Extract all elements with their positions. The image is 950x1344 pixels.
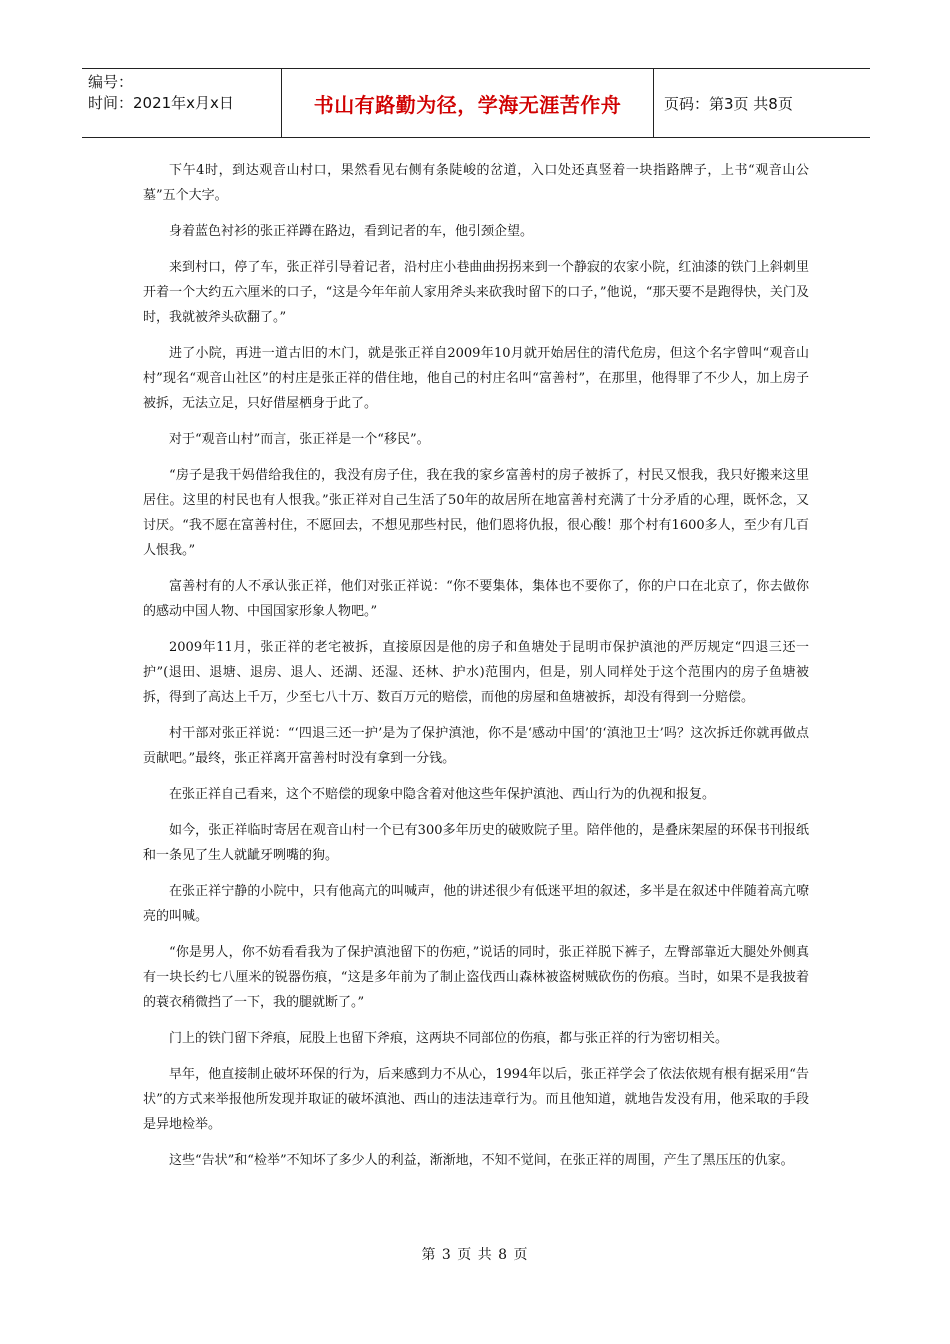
paragraph: 在张正祥自己看来，这个不赔偿的现象中隐含着对他这些年保护滇池、西山行为的仇视和报复。: [169, 787, 716, 802]
paragraph: 这些“告状”和“检举”不知坏了多少人的利益，渐渐地，不知不觉间，在张正祥的周围，产生了黑压压的仇家。: [169, 1153, 794, 1168]
page-header: [82, 68, 870, 138]
paragraph: 在张正祥宁静的小院中，只有他高亢的叫喊声，他的讲述很少有低迷平坦的叙述，多半是在叙述中伴随着高亢嘹亮的叫喊。: [143, 884, 809, 924]
header-page-number: 页码：第3页 共8页: [664, 94, 793, 113]
paragraph: 富善村有的人不承认张正祥，他们对张正祥说：“你不要集体，集体也不要你了，你的户口在北京了，你去做你的感动中国人物、中国国家形象人物吧。”: [143, 579, 809, 619]
paragraph: 进了小院，再进一道古旧的木门，就是张正祥自2009年10月就开始居住的清代危房，但这个名字曾叫“观音山村”现名“观音山社区”的村庄是张正祥的借住地，他自己的村庄名叫“富善村”，在那里，他得罪了不少人，加上房子被拆，无法立足，只好借屋栖身于此了。: [143, 346, 809, 411]
header-motto: 书山有路勤为径，学海无涯苦作舟: [282, 69, 654, 137]
header-meta: [82, 69, 282, 137]
paragraph: 如今，张正祥临时寄居在观音山村一个已有300多年历史的破败院子里。陪伴他的，是叠床架屋的环保书刊报纸和一条见了生人就龇牙咧嘴的狗。: [143, 823, 809, 863]
document-date-label: 时间：2021年x月x日: [88, 94, 234, 112]
paragraph: 2009年11月，张正祥的老宅被拆，直接原因是他的房子和鱼塘处于昆明市保护滇池的严厉规定“四退三还一护”(退田、退塘、退房、退人、还湖、还湿、还林、护水)范围内，但是，别人同样处于这个范围内的房子鱼塘被拆，得到了高达上千万，少至七八十万、数百万元的赔偿，而他的房屋和鱼塘被拆，却没有得到一分赔偿。: [143, 640, 809, 705]
paragraph: 门上的铁门留下斧痕，屁股上也留下斧痕，这两块不同部位的伤痕，都与张正祥的行为密切相关。: [169, 1031, 729, 1046]
page-footer-number: 第 3 页 共 8 页: [421, 1247, 529, 1263]
paragraph: 来到村口，停了车，张正祥引导着记者，沿村庄小巷曲曲拐拐来到一个静寂的农家小院，红油漆的铁门上斜刺里开着一个大约五六厘米的口子，“这是今年年前人家用斧头来砍我时留下的口子，”他说，“那天要不是跑得快，关门及时，我就被斧头砍翻了。”: [143, 260, 809, 325]
article-body: [143, 158, 809, 1184]
paragraph: 下午4时，到达观音山村口，果然看见右侧有条陡峻的岔道，入口处还真竖着一块指路牌子，上书“观音山公墓”五个大字。: [143, 163, 809, 203]
paragraph: 早年，他直接制止破坏环保的行为，后来感到力不从心，1994年以后，张正祥学会了依法依规有根有据采用“告状”的方式来举报他所发现并取证的破坏滇池、西山的违法违章行为。而且他知道，就地告发没有用，他采取的手段是异地检举。: [143, 1067, 809, 1132]
document-number-label: 编号：: [88, 73, 134, 91]
paragraph: “你是男人，你不妨看看我为了保护滇池留下的伤疤，”说话的同时，张正祥脱下裤子，左臀部靠近大腿处外侧真有一块长约七八厘米的锐器伤痕，“这是多年前为了制止盗伐西山森林被盗树贼砍伤的伤痕。当时，如果不是我披着的蓑衣稍微挡了一下，我的腿就断了。”: [143, 945, 809, 1010]
paragraph: 对于“观音山村”而言，张正祥是一个“移民”。: [169, 432, 430, 447]
paragraph: 身着蓝色衬衫的张正祥蹲在路边，看到记者的车，他引颈企望。: [169, 224, 534, 239]
paragraph: 村干部对张正祥说：“‘四退三还一护’是为了保护滇池，你不是‘感动中国’的‘滇池卫士’吗？这次拆迁你就再做点贡献吧。”最终，张正祥离开富善村时没有拿到一分钱。: [143, 726, 809, 766]
paragraph: “房子是我干妈借给我住的，我没有房子住，我在我的家乡富善村的房子被拆了，村民又恨我，我只好搬来这里居住。这里的村民也有人恨我。”张正祥对自己生活了50年的故居所在地富善村充满了十分矛盾的心理，既怀念，又讨厌。“我不愿在富善村住，不愿回去，不想见那些村民，他们恩将仇报，很心酸！那个村有1600多人，至少有几百人恨我。”: [143, 468, 809, 558]
